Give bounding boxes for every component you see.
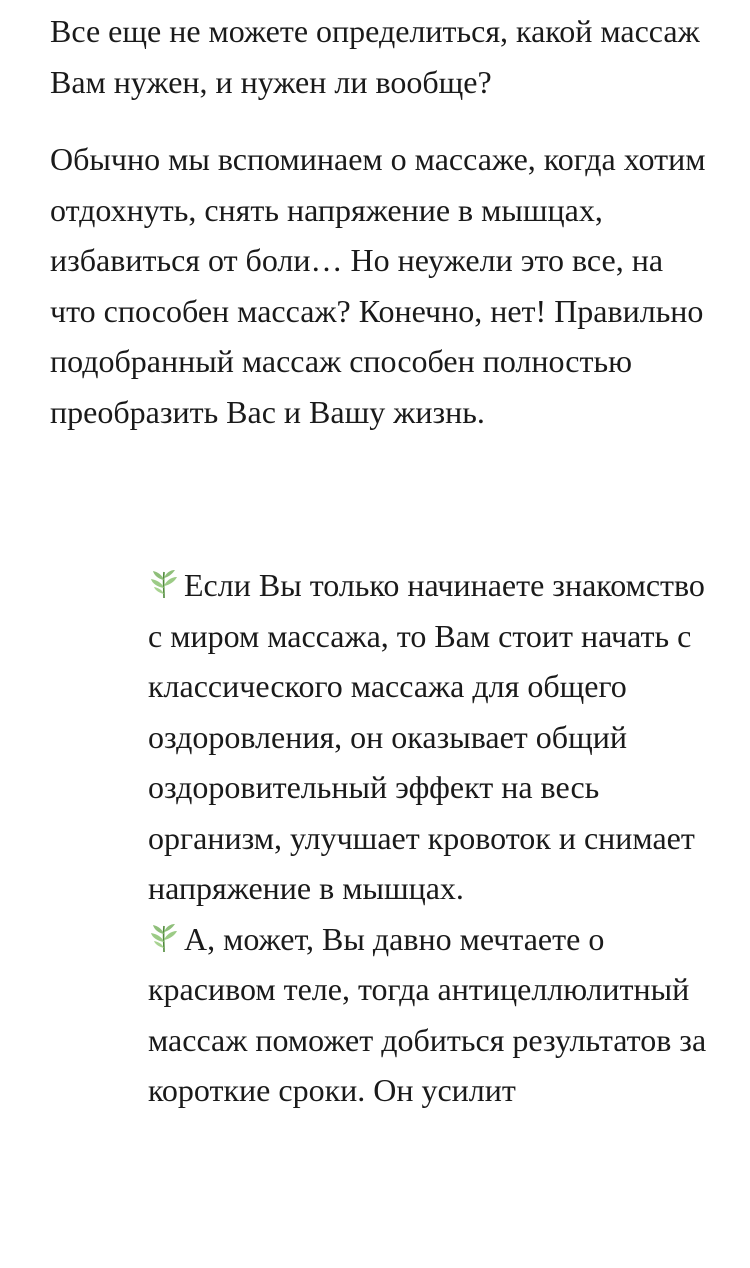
- herb-leaf-icon: [148, 568, 180, 600]
- list-item-text: Если Вы только начинаете знакомство с миром массажа, то Вам стоит начать с классического массажа для общего оздоровления, он оказывает общий оздоровительный эффект на весь организм, улучшает кровоток и снимает напряжение в мышцах.: [148, 567, 705, 906]
- herb-leaf-icon: [148, 922, 180, 954]
- list-item: [148, 914, 708, 1116]
- massage-options-list: [148, 560, 708, 1116]
- article: [50, 6, 710, 469]
- lead-paragraph: Обычно мы вспоминаем о массаже, когда хотим отдохнуть, снять напряжение в мышцах, избавиться от боли… Но неужели это все, на что способен массаж? Конечно, нет! Правильно подобранный массаж способен полностью преобразить Вас и Вашу жизнь.: [50, 141, 706, 430]
- intro-question: Все еще не можете определиться, какой массаж Вам нужен, и нужен ли вообще?: [50, 13, 700, 100]
- list-item-text: А, может, Вы давно мечтаете о красивом теле, тогда антицеллюлитный массаж поможет добиться результатов за короткие сроки. Он усилит: [148, 920, 707, 1108]
- list-item: [148, 560, 708, 914]
